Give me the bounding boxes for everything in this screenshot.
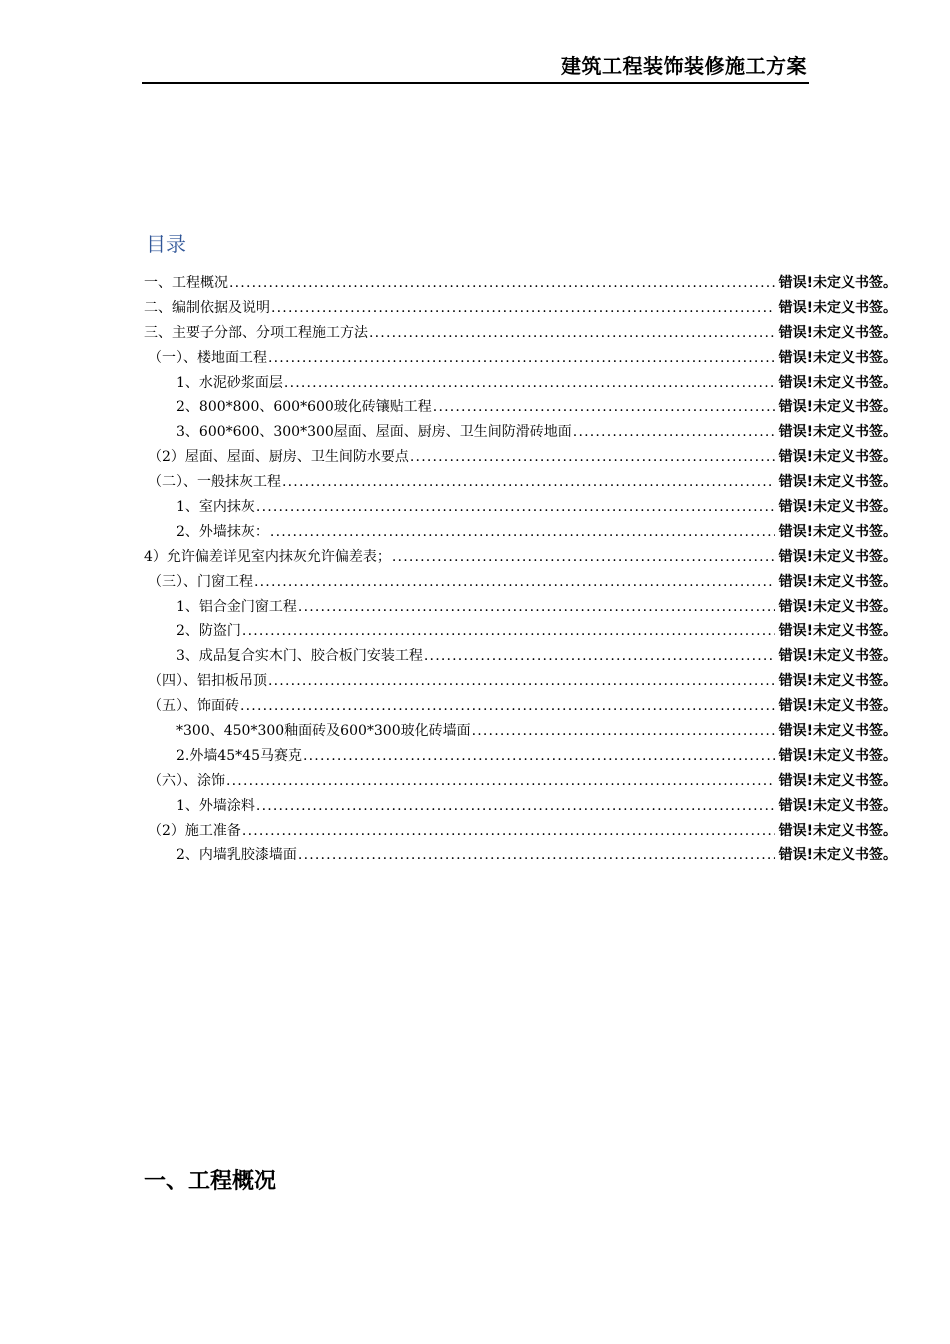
- toc-entry-page-ref: 错误!未定义书签。: [778, 349, 897, 366]
- toc-dot-leader: [256, 794, 775, 819]
- toc-entry-page-ref: 错误!未定义书签。: [778, 374, 897, 391]
- toc-entry[interactable]: [144, 819, 897, 844]
- toc-entry-page-ref: 错误!未定义书签。: [778, 523, 897, 540]
- toc-entry-title: 1、水泥砂浆面层: [176, 374, 283, 391]
- toc-dot-leader: [282, 470, 775, 495]
- toc-dot-leader: [410, 445, 775, 470]
- toc-entry-title: 1、外墙涂料: [176, 797, 255, 814]
- toc-entry-page-ref: 错误!未定义书签。: [778, 723, 897, 740]
- toc-entry-title: 1、室内抹灰: [176, 499, 255, 516]
- toc-entry[interactable]: [144, 420, 897, 445]
- toc-entry-page-ref: 错误!未定义书签。: [778, 598, 897, 615]
- toc-entry-title: （2）屋面、屋面、厨房、卫生间防水要点: [148, 449, 409, 466]
- toc-entry-title: （2）施工准备: [148, 822, 241, 839]
- document-title: 建筑工程装饰装修施工方案: [561, 54, 807, 78]
- toc-dot-leader: [268, 346, 775, 371]
- toc-entry[interactable]: [144, 669, 897, 694]
- toc-entry-page-ref: 错误!未定义书签。: [778, 822, 897, 839]
- toc-entry[interactable]: [144, 371, 897, 396]
- toc-entry-page-ref: 错误!未定义书签。: [778, 449, 897, 466]
- toc-dot-leader: [242, 819, 775, 844]
- toc-entry-page-ref: 错误!未定义书签。: [778, 698, 897, 715]
- toc-entry[interactable]: [144, 271, 897, 296]
- toc-dot-leader: [226, 769, 775, 794]
- toc-entry-title: *300、450*300釉面砖及600*300玻化砖墙面: [176, 723, 471, 740]
- toc-dot-leader: [284, 371, 775, 396]
- toc-entry-page-ref: 错误!未定义书签。: [778, 499, 897, 516]
- toc-entry-page-ref: 错误!未定义书签。: [778, 474, 897, 491]
- toc-entry-page-ref: 错误!未定义书签。: [778, 673, 897, 690]
- toc-entry-title: 二、编制依据及说明: [144, 299, 270, 316]
- toc-entry[interactable]: [144, 744, 897, 769]
- toc-entry[interactable]: [144, 619, 897, 644]
- toc-entry-title: （一）、楼地面工程: [148, 349, 267, 366]
- toc-entry-title: 3、600*600、300*300屋面、屋面、厨房、卫生间防滑砖地面: [176, 424, 572, 441]
- toc-entry-title: 2、防盗门: [176, 623, 241, 640]
- toc-entry-title: 1、铝合金门窗工程: [176, 598, 297, 615]
- toc-dot-leader: [303, 744, 775, 769]
- toc-entry-page-ref: 错误!未定义书签。: [778, 648, 897, 665]
- toc-entry[interactable]: [144, 395, 897, 420]
- toc-entry-page-ref: 错误!未定义书签。: [778, 548, 897, 565]
- section-heading: 一、工程概况: [144, 1169, 277, 1194]
- toc-entry-title: 2、外墙抹灰：: [176, 523, 269, 540]
- toc-dot-leader: [240, 694, 775, 719]
- toc-entry[interactable]: [144, 843, 897, 868]
- toc-entry[interactable]: [144, 296, 897, 321]
- toc-entry[interactable]: [144, 445, 897, 470]
- toc-dot-leader: [270, 520, 775, 545]
- toc-entry[interactable]: [144, 545, 897, 570]
- toc-entry[interactable]: [144, 470, 897, 495]
- toc-dot-leader: [433, 395, 775, 420]
- toc-entry-page-ref: 错误!未定义书签。: [778, 797, 897, 814]
- toc-entry-page-ref: 错误!未定义书签。: [778, 573, 897, 590]
- toc-entry[interactable]: [144, 346, 897, 371]
- toc-entry-page-ref: 错误!未定义书签。: [778, 399, 897, 416]
- toc-entry-page-ref: 错误!未定义书签。: [778, 623, 897, 640]
- toc-dot-leader: [298, 843, 775, 868]
- toc-dot-leader: [271, 296, 775, 321]
- toc-dot-leader: [229, 271, 775, 296]
- toc-entry-page-ref: 错误!未定义书签。: [778, 747, 897, 764]
- toc-entry[interactable]: [144, 570, 897, 595]
- toc-entry-title: 三、主要子分部、分项工程施工方法: [144, 324, 368, 341]
- table-of-contents: [144, 271, 897, 868]
- toc-dot-leader: [369, 321, 775, 346]
- toc-entry-title: 4）允许偏差详见室内抹灰允许偏差表；: [144, 548, 391, 565]
- toc-entry[interactable]: [144, 694, 897, 719]
- toc-entry-title: （五）、饰面砖: [148, 698, 239, 715]
- toc-entry-page-ref: 错误!未定义书签。: [778, 772, 897, 789]
- toc-entry-title: 2、800*800、600*600玻化砖镶贴工程: [176, 399, 432, 416]
- page-header: [142, 48, 809, 84]
- toc-dot-leader: [268, 669, 775, 694]
- toc-entry-title: 3、成品复合实木门、胶合板门安装工程: [176, 648, 423, 665]
- toc-entry-title: （三）、门窗工程: [148, 573, 253, 590]
- toc-entry-title: 2、内墙乳胶漆墙面: [176, 847, 297, 864]
- toc-entry[interactable]: [144, 794, 897, 819]
- toc-dot-leader: [242, 619, 775, 644]
- toc-dot-leader: [254, 570, 775, 595]
- toc-entry[interactable]: [144, 769, 897, 794]
- toc-dot-leader: [573, 420, 775, 445]
- toc-entry[interactable]: [144, 321, 897, 346]
- toc-entry-title: （二）、一般抹灰工程: [148, 474, 281, 491]
- toc-entry-title: 一、工程概况: [144, 275, 228, 291]
- toc-dot-leader: [256, 495, 775, 520]
- toc-dot-leader: [392, 545, 775, 570]
- toc-entry[interactable]: [144, 495, 897, 520]
- toc-entry[interactable]: [144, 644, 897, 669]
- toc-entry-title: （六）、涂饰: [148, 772, 225, 789]
- toc-entry-page-ref: 错误!未定义书签。: [778, 275, 897, 291]
- toc-entry-page-ref: 错误!未定义书签。: [778, 299, 897, 316]
- toc-dot-leader: [472, 719, 775, 744]
- toc-entry-page-ref: 错误!未定义书签。: [778, 324, 897, 341]
- toc-entry[interactable]: [144, 595, 897, 620]
- toc-heading: 目录: [146, 232, 186, 256]
- toc-entry-page-ref: 错误!未定义书签。: [778, 424, 897, 441]
- toc-dot-leader: [298, 595, 775, 620]
- toc-entry-title: 2.外墙45*45马赛克: [176, 747, 302, 764]
- toc-entry-title: （四）、铝扣板吊顶: [148, 673, 267, 690]
- toc-entry[interactable]: [144, 719, 897, 744]
- toc-entry[interactable]: [144, 520, 897, 545]
- toc-dot-leader: [424, 644, 775, 669]
- toc-entry-page-ref: 错误!未定义书签。: [778, 847, 897, 864]
